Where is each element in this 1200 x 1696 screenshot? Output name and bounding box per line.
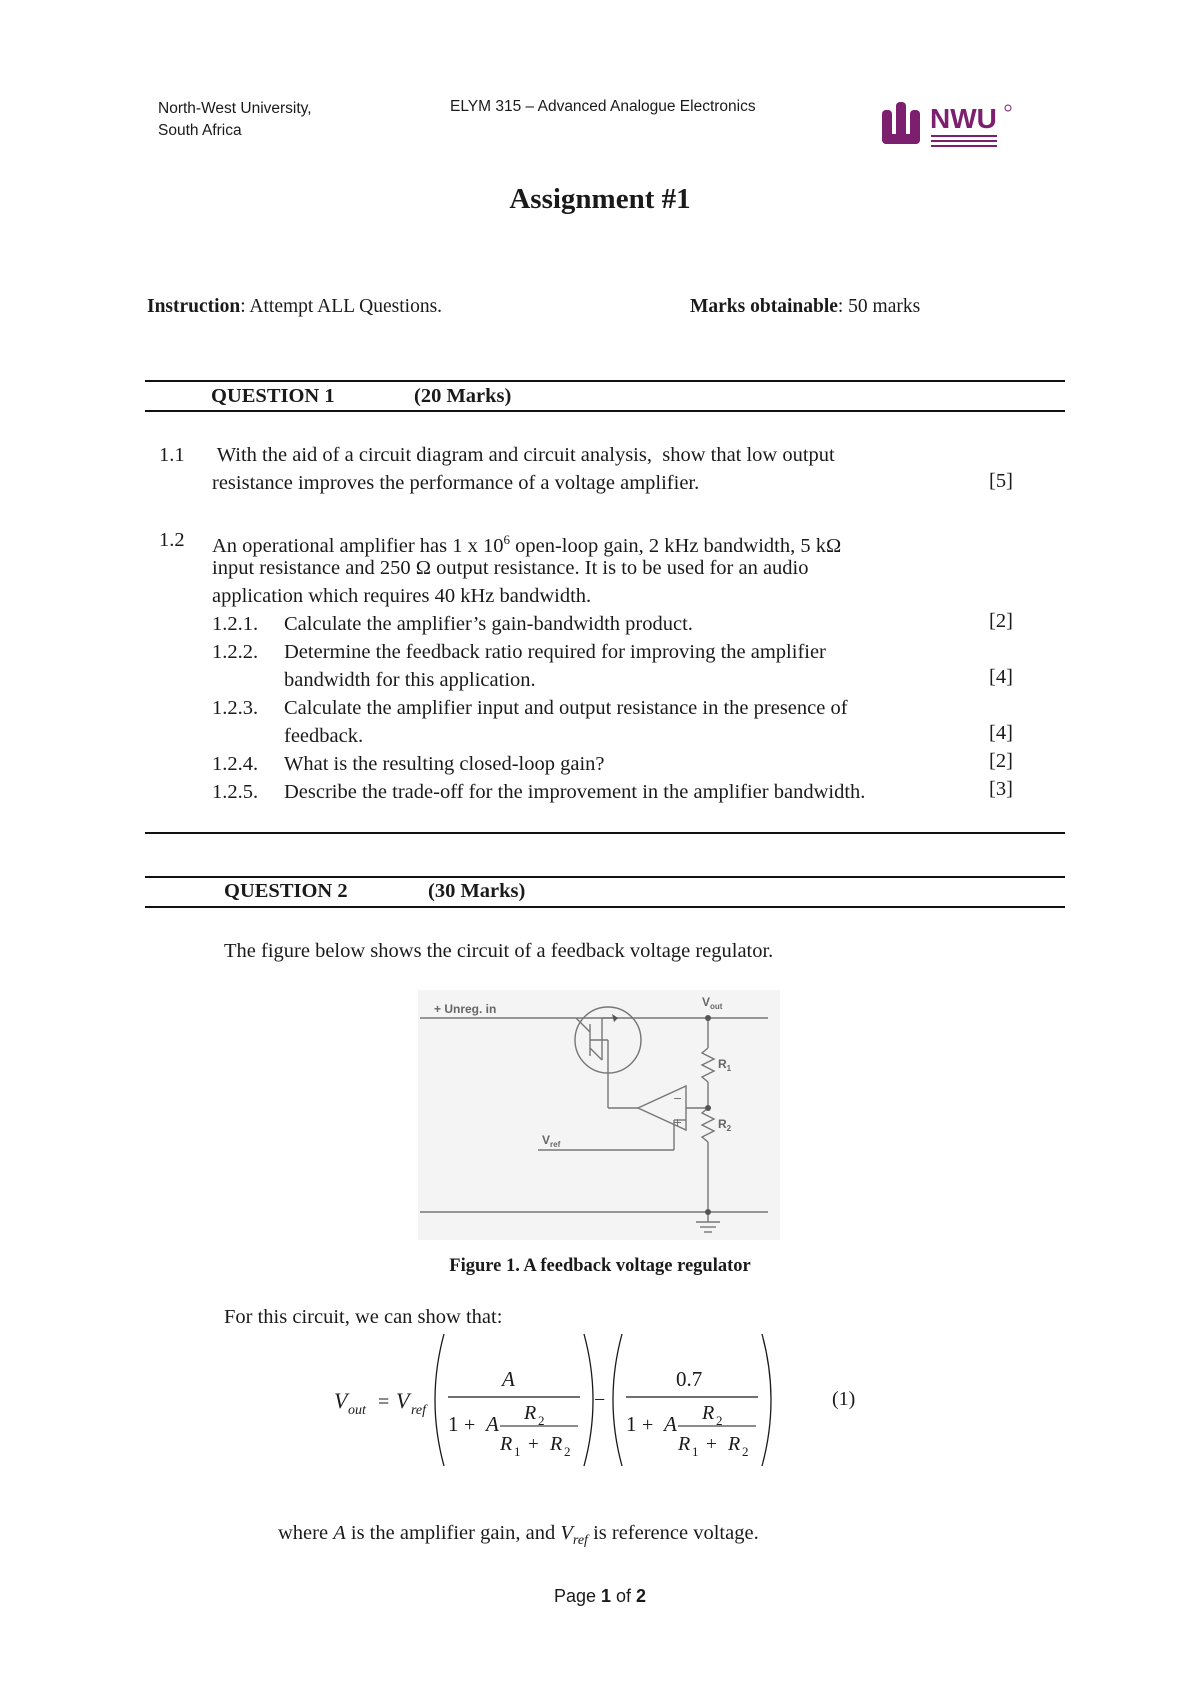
svg-text:R: R [524, 1402, 537, 1424]
q1-2-3-mark: [4] [989, 722, 1013, 744]
svg-text:2: 2 [564, 1444, 571, 1459]
unreg-in-label: + Unreg. in [434, 1002, 497, 1016]
q1-rule-top [145, 380, 1065, 382]
q1-2-4-text: What is the resulting closed-loop gain? [284, 753, 605, 775]
exponent: 6 [503, 532, 510, 547]
logo-text: NWU [930, 103, 997, 134]
q2-marks: (30 Marks) [428, 880, 526, 902]
q1-rule-end [145, 832, 1065, 834]
svg-text:R: R [500, 1433, 513, 1455]
r1-label: $R_1$ [718, 1057, 732, 1073]
svg-text:ref: ref [411, 1403, 427, 1418]
q1-2-text-line-3: application which requires 40 kHz bandwidth. [212, 585, 592, 607]
svg-text:1: 1 [626, 1412, 637, 1436]
svg-text:−: − [594, 1389, 606, 1411]
svg-text:2: 2 [538, 1413, 545, 1428]
q2-intro: The figure below shows the circuit of a feedback voltage regulator. [224, 940, 774, 962]
q2-title: QUESTION 2 [224, 880, 348, 902]
q1-marks: (20 Marks) [414, 385, 512, 407]
equation-explanation: where A is the amplifier gain, and $V_{ref}$ is reference voltage. [278, 1522, 759, 1549]
q1-1-text-line-1: With the aid of a circuit diagram and circuit analysis, show that low output [212, 444, 835, 466]
svg-text:+: + [528, 1434, 539, 1455]
figure-caption: Figure 1. A feedback voltage regulator [449, 1256, 751, 1276]
page-number: Page 1 of 2 [553, 1586, 647, 1606]
q1-2-1-number: 1.2.1. [212, 613, 259, 635]
svg-text:−: − [673, 1092, 683, 1105]
instruction-text: : Attempt ALL Questions. [240, 296, 443, 317]
svg-text:2: 2 [716, 1413, 723, 1428]
university-line-2: South Africa [158, 122, 242, 139]
marks-text: : 50 marks [837, 296, 921, 317]
svg-text:V: V [396, 1388, 410, 1413]
q1-1-text-line-2: resistance improves the performance of a voltage amplifier. [212, 472, 700, 494]
q1-2-number: 1.2 [159, 529, 185, 551]
q1-1-number: 1.1 [159, 444, 185, 466]
equation-number: (1) [832, 1388, 856, 1410]
svg-text:=: = [378, 1391, 390, 1413]
svg-text:1: 1 [692, 1444, 699, 1459]
svg-text:1: 1 [448, 1412, 459, 1436]
q2-rule-top [145, 876, 1065, 878]
q1-2-3-number: 1.2.3. [212, 697, 259, 719]
q1-2-2-number: 1.2.2. [212, 641, 259, 663]
instruction [147, 296, 442, 318]
q1-2-3-text-line-1: Calculate the amplifier input and output resistance in the presence of [284, 697, 848, 719]
svg-text:out: out [348, 1403, 366, 1418]
marks-obtainable [690, 296, 920, 318]
vref-label: $V_{ref}$ [542, 1133, 561, 1149]
svg-text:0.7: 0.7 [676, 1367, 703, 1391]
svg-text:R: R [678, 1433, 691, 1455]
q1-1-mark: [5] [989, 470, 1013, 492]
q1-2-1-mark: [2] [989, 610, 1013, 632]
r2-label: $R_2$ [718, 1117, 732, 1133]
svg-text:+: + [464, 1414, 476, 1436]
svg-text:1: 1 [514, 1444, 521, 1459]
marks-label: Marks obtainable [690, 296, 838, 317]
university-name [158, 98, 312, 142]
q1-2-1-text: Calculate the amplifier’s gain-bandwidth product. [284, 613, 693, 635]
svg-text:2: 2 [742, 1444, 749, 1459]
svg-text:R: R [728, 1433, 741, 1455]
q1-2-2-text-line-1: Determine the feedback ratio required for improving the amplifier [284, 641, 826, 663]
svg-text:R: R [702, 1402, 715, 1424]
nwu-logo [880, 98, 1020, 154]
q1-2-4-mark: [2] [989, 750, 1013, 772]
q1-2-3-text-line-2: feedback. [284, 725, 364, 747]
feedback-regulator-circuit [418, 990, 780, 1240]
svg-text:+: + [673, 1116, 683, 1129]
equation-1 [330, 1330, 890, 1472]
q1-rule-bottom [145, 410, 1065, 412]
course-title: ELYM 315 – Advanced Analogue Electronics [450, 98, 756, 115]
q1-2-5-mark: [3] [989, 778, 1013, 800]
q1-2-4-number: 1.2.4. [212, 753, 259, 775]
instruction-label: Instruction [147, 296, 241, 317]
svg-text:R: R [550, 1433, 563, 1455]
university-line-1: North-West University, [158, 100, 312, 117]
q1-2-2-text-line-2: bandwidth for this application. [284, 669, 536, 691]
svg-text:A: A [664, 1412, 677, 1436]
svg-text:A: A [486, 1412, 499, 1436]
svg-text:+: + [642, 1414, 654, 1436]
q1-2-text-line-2: input resistance and 250 Ω output resistance. It is to be used for an audio [212, 557, 809, 579]
q1-2-5-text: Describe the trade-off for the improvement in the amplifier bandwidth. [284, 781, 866, 803]
svg-text:V: V [334, 1388, 348, 1413]
svg-text:A: A [502, 1367, 515, 1391]
q1-2-text-line-1: An operational amplifier has 1 x $10^6$ open-loop gain, 2 kHz bandwidth, 5 kΩ [212, 532, 842, 557]
page-title: Assignment #1 [509, 183, 691, 215]
q2-rule-bottom [145, 906, 1065, 908]
equation-lead: For this circuit, we can show that: [224, 1306, 503, 1328]
svg-text:+: + [706, 1434, 717, 1455]
q1-2-2-mark: [4] [989, 666, 1013, 688]
q1-2-5-number: 1.2.5. [212, 781, 259, 803]
q1-title: QUESTION 1 [211, 385, 335, 407]
vout-label: $V_{out}$ [702, 995, 723, 1011]
